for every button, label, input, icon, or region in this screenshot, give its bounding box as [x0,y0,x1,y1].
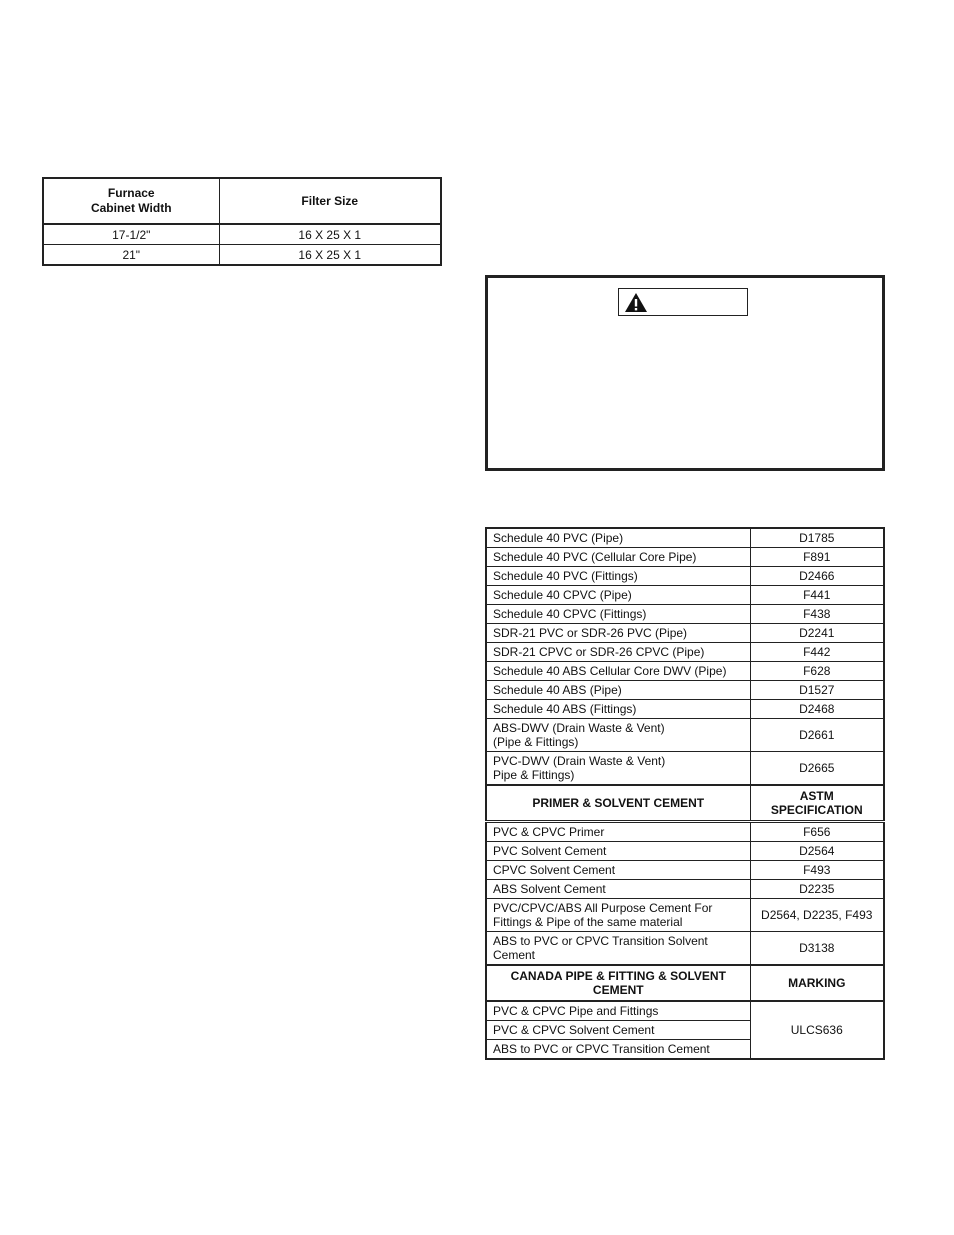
material-cell: PVC-DWV (Drain Waste & Vent) Pipe & Fittings) [486,752,750,786]
material-cell: Schedule 40 PVC (Fittings) [486,567,750,586]
cement-section-header [486,785,884,822]
table-row [43,245,441,266]
material-cell: ABS to PVC or CPVC Transition Solvent Cement [486,932,750,966]
cabinet-width-cell: 17-1/2" [43,224,219,245]
material-cell: SDR-21 PVC or SDR-26 PVC (Pipe) [486,624,750,643]
table-row [486,586,884,605]
spec-cell: D2466 [750,567,884,586]
cement-header-label: PRIMER & SOLVENT CEMENT [486,785,750,822]
astm-spec-header: ASTM SPECIFICATION [750,785,884,822]
material-cell: PVC Solvent Cement [486,842,750,861]
material-cell: Schedule 40 ABS (Fittings) [486,700,750,719]
cabinet-width-cell: 21" [43,245,219,266]
spec-cell: D2564, D2235, F493 [750,899,884,932]
marking-header: MARKING [750,965,884,1001]
spec-cell: D2665 [750,752,884,786]
spec-cell: D1527 [750,681,884,700]
material-cell: ABS-DWV (Drain Waste & Vent) (Pipe & Fittings) [486,719,750,752]
table-row [486,643,884,662]
pipe-rows [486,528,884,785]
warning-triangle-icon [624,292,648,313]
table-row [486,700,884,719]
canada-material-cell: PVC & CPVC Pipe and Fittings [486,1001,750,1021]
table-row [486,932,884,966]
filter-table-header [43,178,441,224]
canada-section-header [486,965,884,1001]
canada-material-cell: PVC & CPVC Solvent Cement [486,1021,750,1040]
canada-marking-cell: ULCS636 [750,1001,884,1059]
header-cabinet-width: Furnace Cabinet Width [43,178,219,224]
material-cell: PVC/CPVC/ABS All Purpose Cement For Fittings & Pipe of the same material [486,899,750,932]
material-cell: SDR-21 CPVC or SDR-26 CPVC (Pipe) [486,643,750,662]
table-row [486,528,884,548]
material-cell: Schedule 40 CPVC (Fittings) [486,605,750,624]
spec-cell: D2235 [750,880,884,899]
table-row [486,605,884,624]
spec-cell: D2241 [750,624,884,643]
material-cell: PVC & CPVC Primer [486,822,750,842]
table-row [486,548,884,567]
table-row [486,861,884,880]
spec-cell: D2564 [750,842,884,861]
table-row [486,1001,884,1021]
spec-cell: F656 [750,822,884,842]
spec-cell: F628 [750,662,884,681]
table-row [486,681,884,700]
canada-header-label: CANADA PIPE & FITTING & SOLVENT CEMENT [486,965,750,1001]
canada-material-cell: ABS to PVC or CPVC Transition Cement [486,1040,750,1060]
spec-cell: F493 [750,861,884,880]
table-row [486,899,884,932]
pipe-cement-spec-table [485,527,885,1060]
spec-cell: D2661 [750,719,884,752]
table-row [486,567,884,586]
table-row [486,719,884,752]
table-row [486,662,884,681]
table-row [486,624,884,643]
spec-cell: F442 [750,643,884,662]
spec-cell: F438 [750,605,884,624]
filter-size-cell: 16 X 25 X 1 [219,224,441,245]
material-cell: CPVC Solvent Cement [486,861,750,880]
material-cell: Schedule 40 ABS (Pipe) [486,681,750,700]
material-cell: Schedule 40 ABS Cellular Core DWV (Pipe) [486,662,750,681]
spec-cell: F891 [750,548,884,567]
spec-cell: D1785 [750,528,884,548]
material-cell: Schedule 40 CPVC (Pipe) [486,586,750,605]
spec-cell: D2468 [750,700,884,719]
filter-size-cell: 16 X 25 X 1 [219,245,441,266]
table-row [486,880,884,899]
spec-cell: F441 [750,586,884,605]
header-filter-size: Filter Size [219,178,441,224]
cement-rows [486,822,884,966]
filter-size-table [42,177,442,266]
table-row [486,822,884,842]
warning-box [485,275,885,471]
table-row [486,752,884,786]
warning-label [618,288,748,316]
material-cell: Schedule 40 PVC (Pipe) [486,528,750,548]
table-row [43,224,441,245]
table-row [486,842,884,861]
material-cell: Schedule 40 PVC (Cellular Core Pipe) [486,548,750,567]
material-cell: ABS Solvent Cement [486,880,750,899]
spec-cell: D3138 [750,932,884,966]
